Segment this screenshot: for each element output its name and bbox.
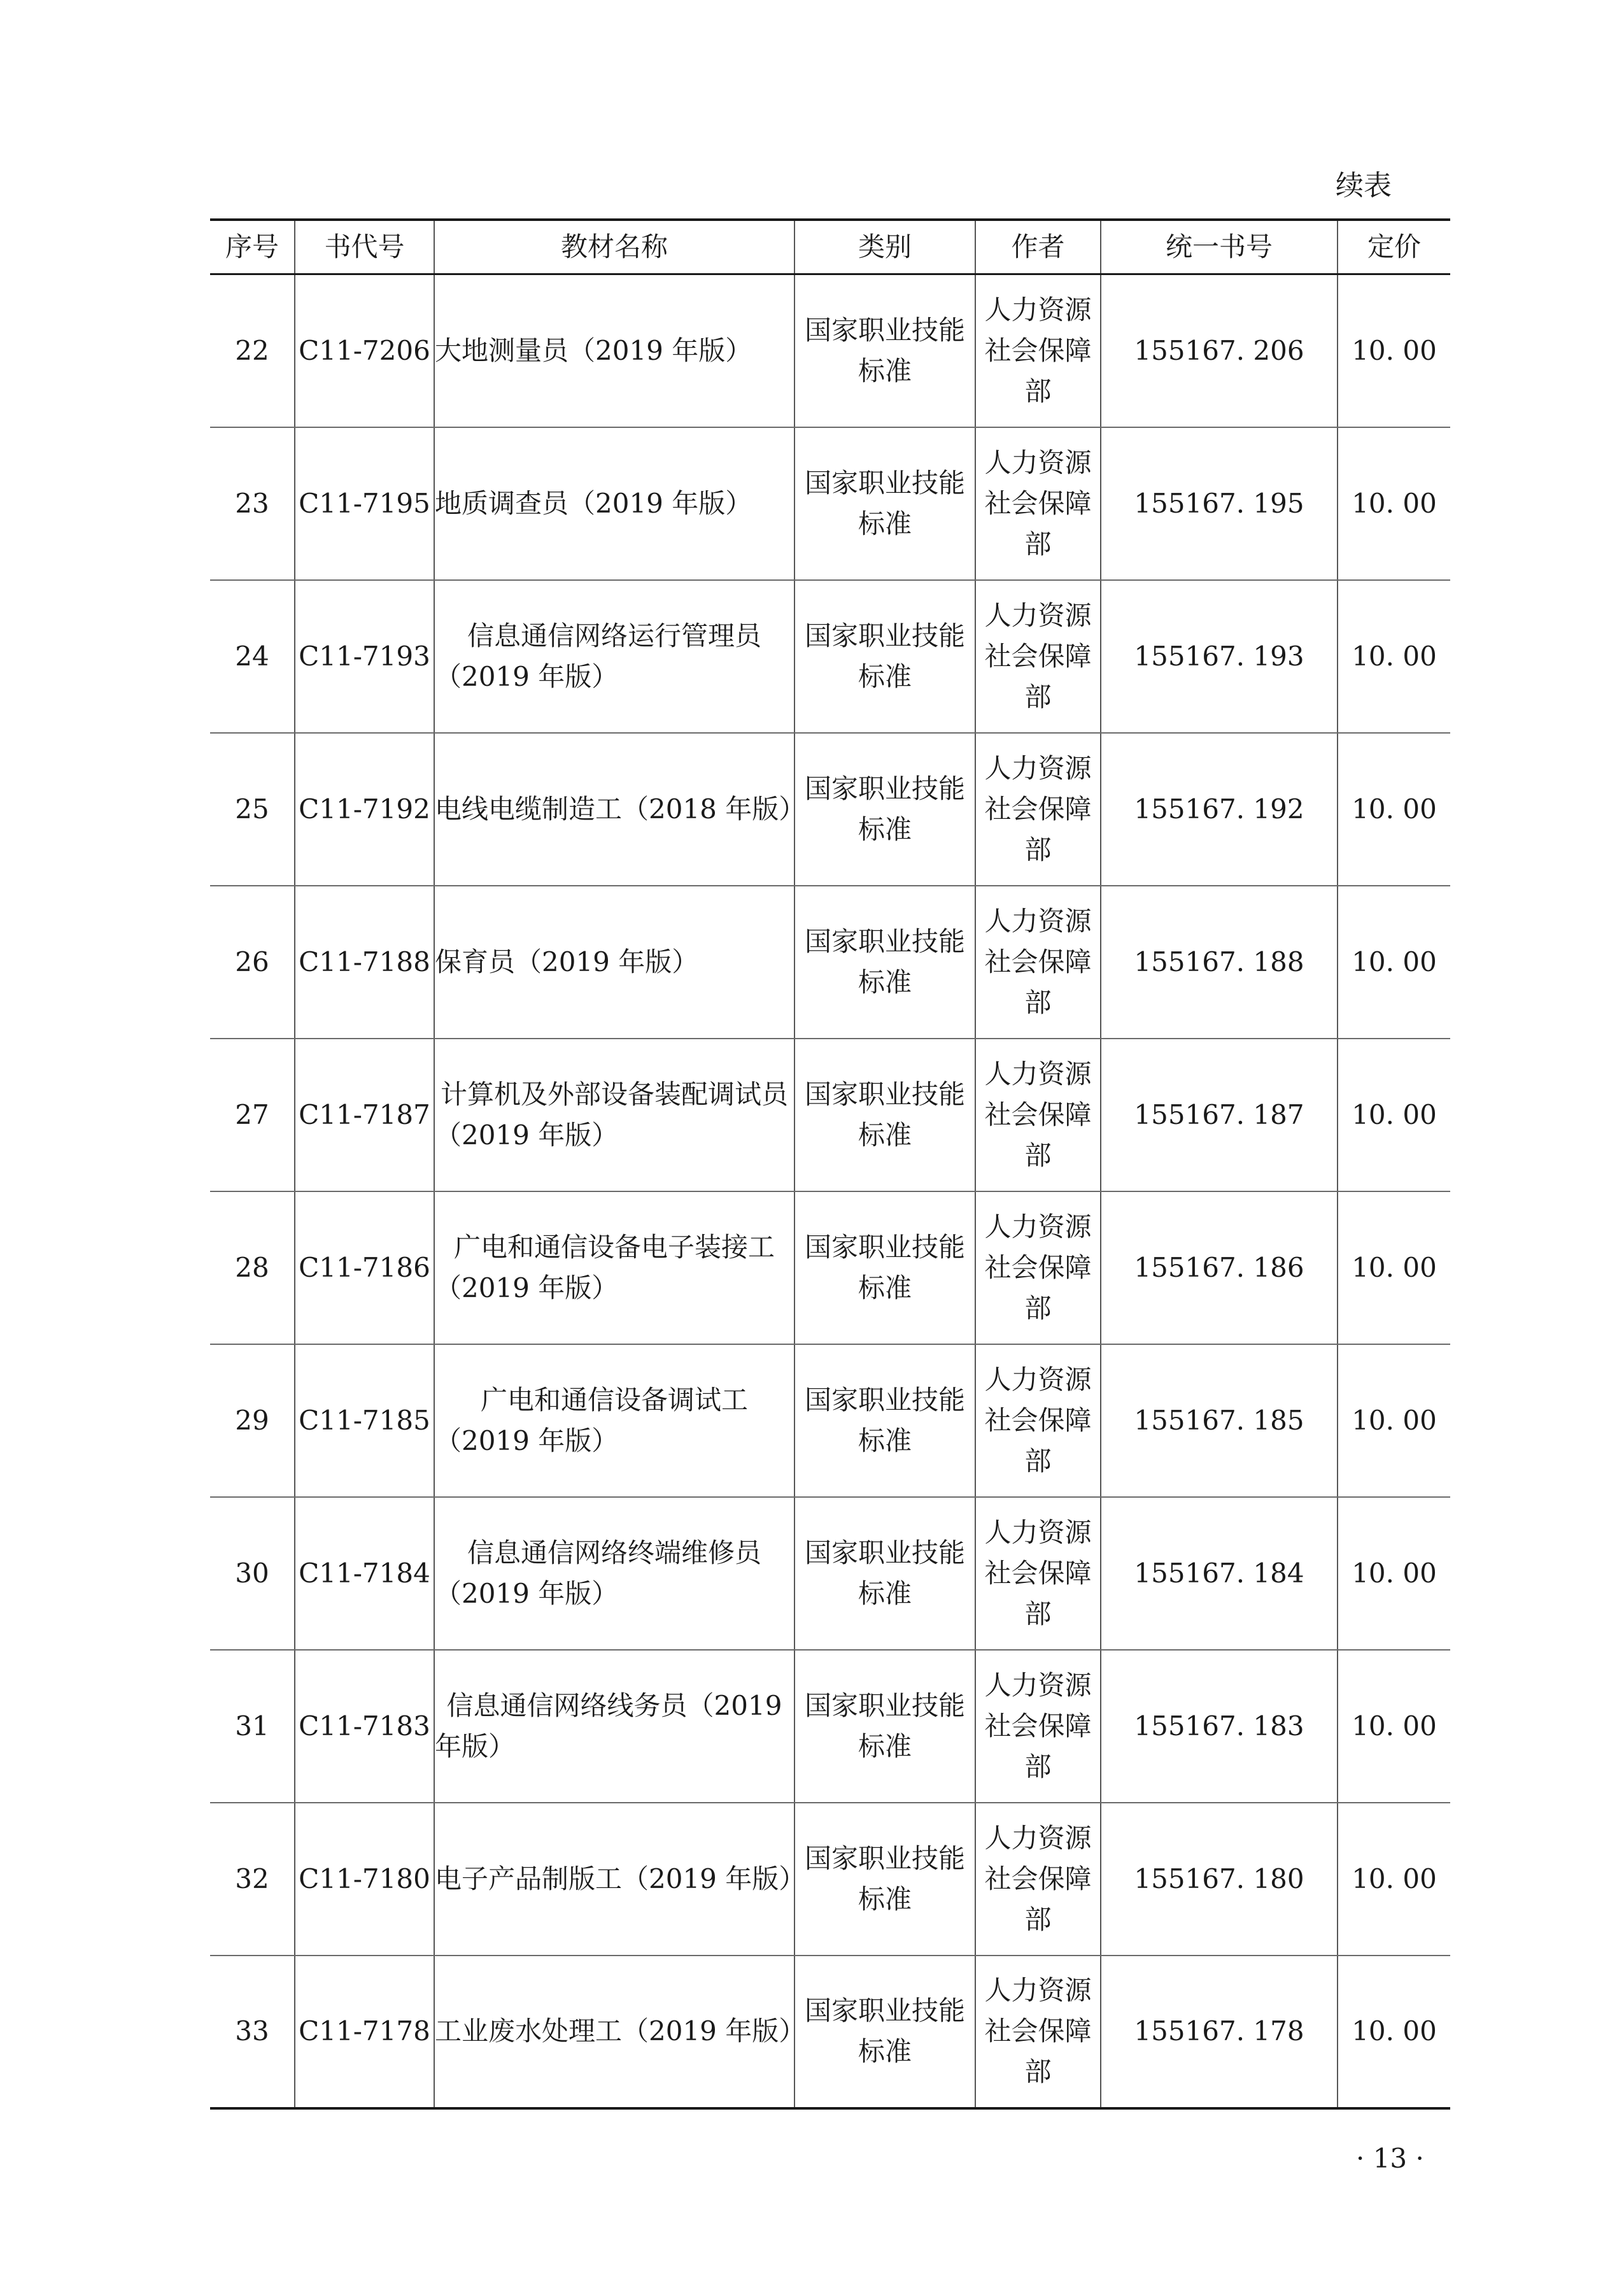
category-cell: 国家职业技能标准 [794,1803,975,1956]
column-header-book-code: 书代号 [295,220,434,274]
table-row [210,733,1450,886]
title-cell: 信息通信网络线务员（2019 年版） [434,1650,794,1803]
book-code-cell: C11-7188 [295,886,434,1039]
isbn-cell: 155167. 195 [1101,427,1338,580]
isbn-cell: 155167. 180 [1101,1803,1338,1956]
price-cell: 10. 00 [1338,1039,1450,1191]
author-cell: 人力资源社会保障部 [975,1039,1101,1191]
serial-cell: 28 [210,1191,295,1344]
isbn-cell: 155167. 184 [1101,1497,1338,1650]
table-row [210,1803,1450,1956]
isbn-cell: 155167. 183 [1101,1650,1338,1803]
isbn-cell: 155167. 185 [1101,1344,1338,1497]
title-cell: 信息通信网络运行管理员（2019 年版） [434,580,794,733]
author-cell: 人力资源社会保障部 [975,580,1101,733]
book-code-cell: C11-7178 [295,1956,434,2108]
table-row [210,427,1450,580]
serial-cell: 23 [210,427,295,580]
serial-cell: 32 [210,1803,295,1956]
column-header-author: 作者 [975,220,1101,274]
table-row [210,274,1450,427]
title-cell: 保育员（2019 年版） [434,886,794,1039]
author-cell: 人力资源社会保障部 [975,1956,1101,2108]
table-row [210,1191,1450,1344]
book-code-cell: C11-7193 [295,580,434,733]
author-cell: 人力资源社会保障部 [975,1650,1101,1803]
serial-cell: 31 [210,1650,295,1803]
isbn-cell: 155167. 192 [1101,733,1338,886]
author-cell: 人力资源社会保障部 [975,1191,1101,1344]
book-code-cell: C11-7192 [295,733,434,886]
serial-cell: 26 [210,886,295,1039]
table-row [210,1956,1450,2108]
category-cell: 国家职业技能标准 [794,1497,975,1650]
price-cell: 10. 00 [1338,1191,1450,1344]
table-row [210,1039,1450,1191]
price-cell: 10. 00 [1338,1650,1450,1803]
author-cell: 人力资源社会保障部 [975,274,1101,427]
category-cell: 国家职业技能标准 [794,1650,975,1803]
isbn-cell: 155167. 178 [1101,1956,1338,2108]
column-header-category: 类别 [794,220,975,274]
category-cell: 国家职业技能标准 [794,1191,975,1344]
column-header-price: 定价 [1338,220,1450,274]
author-cell: 人力资源社会保障部 [975,886,1101,1039]
isbn-cell: 155167. 188 [1101,886,1338,1039]
category-cell: 国家职业技能标准 [794,1039,975,1191]
book-code-cell: C11-7184 [295,1497,434,1650]
title-cell: 地质调查员（2019 年版） [434,427,794,580]
isbn-cell: 155167. 186 [1101,1191,1338,1344]
price-cell: 10. 00 [1338,1497,1450,1650]
book-code-cell: C11-7185 [295,1344,434,1497]
title-cell: 电线电缆制造工（2018 年版） [434,733,794,886]
price-cell: 10. 00 [1338,1956,1450,2108]
book-code-cell: C11-7183 [295,1650,434,1803]
table-row [210,580,1450,733]
serial-cell: 24 [210,580,295,733]
table-row [210,886,1450,1039]
title-cell: 工业废水处理工（2019 年版） [434,1956,794,2108]
serial-cell: 27 [210,1039,295,1191]
title-cell: 广电和通信设备电子装接工（2019 年版） [434,1191,794,1344]
isbn-cell: 155167. 193 [1101,580,1338,733]
category-cell: 国家职业技能标准 [794,427,975,580]
book-code-cell: C11-7206 [295,274,434,427]
book-code-cell: C11-7186 [295,1191,434,1344]
table-row [210,1650,1450,1803]
serial-cell: 30 [210,1497,295,1650]
title-cell: 计算机及外部设备装配调试员（2019 年版） [434,1039,794,1191]
title-cell: 广电和通信设备调试工（2019 年版） [434,1344,794,1497]
serial-cell: 29 [210,1344,295,1497]
column-header-isbn: 统一书号 [1101,220,1338,274]
category-cell: 国家职业技能标准 [794,886,975,1039]
title-cell: 信息通信网络终端维修员（2019 年版） [434,1497,794,1650]
serial-cell: 22 [210,274,295,427]
table-body [210,274,1450,2108]
author-cell: 人力资源社会保障部 [975,1803,1101,1956]
isbn-cell: 155167. 187 [1101,1039,1338,1191]
textbook-catalog-table [210,218,1450,2110]
table-row [210,1344,1450,1497]
price-cell: 10. 00 [1338,580,1450,733]
author-cell: 人力资源社会保障部 [975,1497,1101,1650]
table-header [210,220,1450,274]
book-code-cell: C11-7187 [295,1039,434,1191]
price-cell: 10. 00 [1338,733,1450,886]
category-cell: 国家职业技能标准 [794,274,975,427]
category-cell: 国家职业技能标准 [794,1344,975,1497]
price-cell: 10. 00 [1338,1803,1450,1956]
price-cell: 10. 00 [1338,427,1450,580]
title-cell: 大地测量员（2019 年版） [434,274,794,427]
price-cell: 10. 00 [1338,274,1450,427]
author-cell: 人力资源社会保障部 [975,1344,1101,1497]
category-cell: 国家职业技能标准 [794,733,975,886]
price-cell: 10. 00 [1338,886,1450,1039]
page-number: · 13 · [1356,2143,1424,2174]
column-header-title: 教材名称 [434,220,794,274]
book-code-cell: C11-7195 [295,427,434,580]
serial-cell: 33 [235,2015,269,2047]
category-cell: 国家职业技能标准 [794,580,975,733]
category-cell: 国家职业技能标准 [794,1956,975,2108]
serial-cell: 25 [210,733,295,886]
title-cell: 电子产品制版工（2019 年版） [434,1803,794,1956]
column-header-serial: 序号 [210,220,295,274]
author-cell: 人力资源社会保障部 [975,427,1101,580]
header-row [210,220,1450,274]
book-code-cell: C11-7180 [295,1803,434,1956]
author-cell: 人力资源社会保障部 [975,733,1101,886]
isbn-cell: 155167. 206 [1101,274,1338,427]
table-row [210,1497,1450,1650]
price-cell: 10. 00 [1338,1344,1450,1497]
continued-table-label: 续表 [1336,169,1392,202]
